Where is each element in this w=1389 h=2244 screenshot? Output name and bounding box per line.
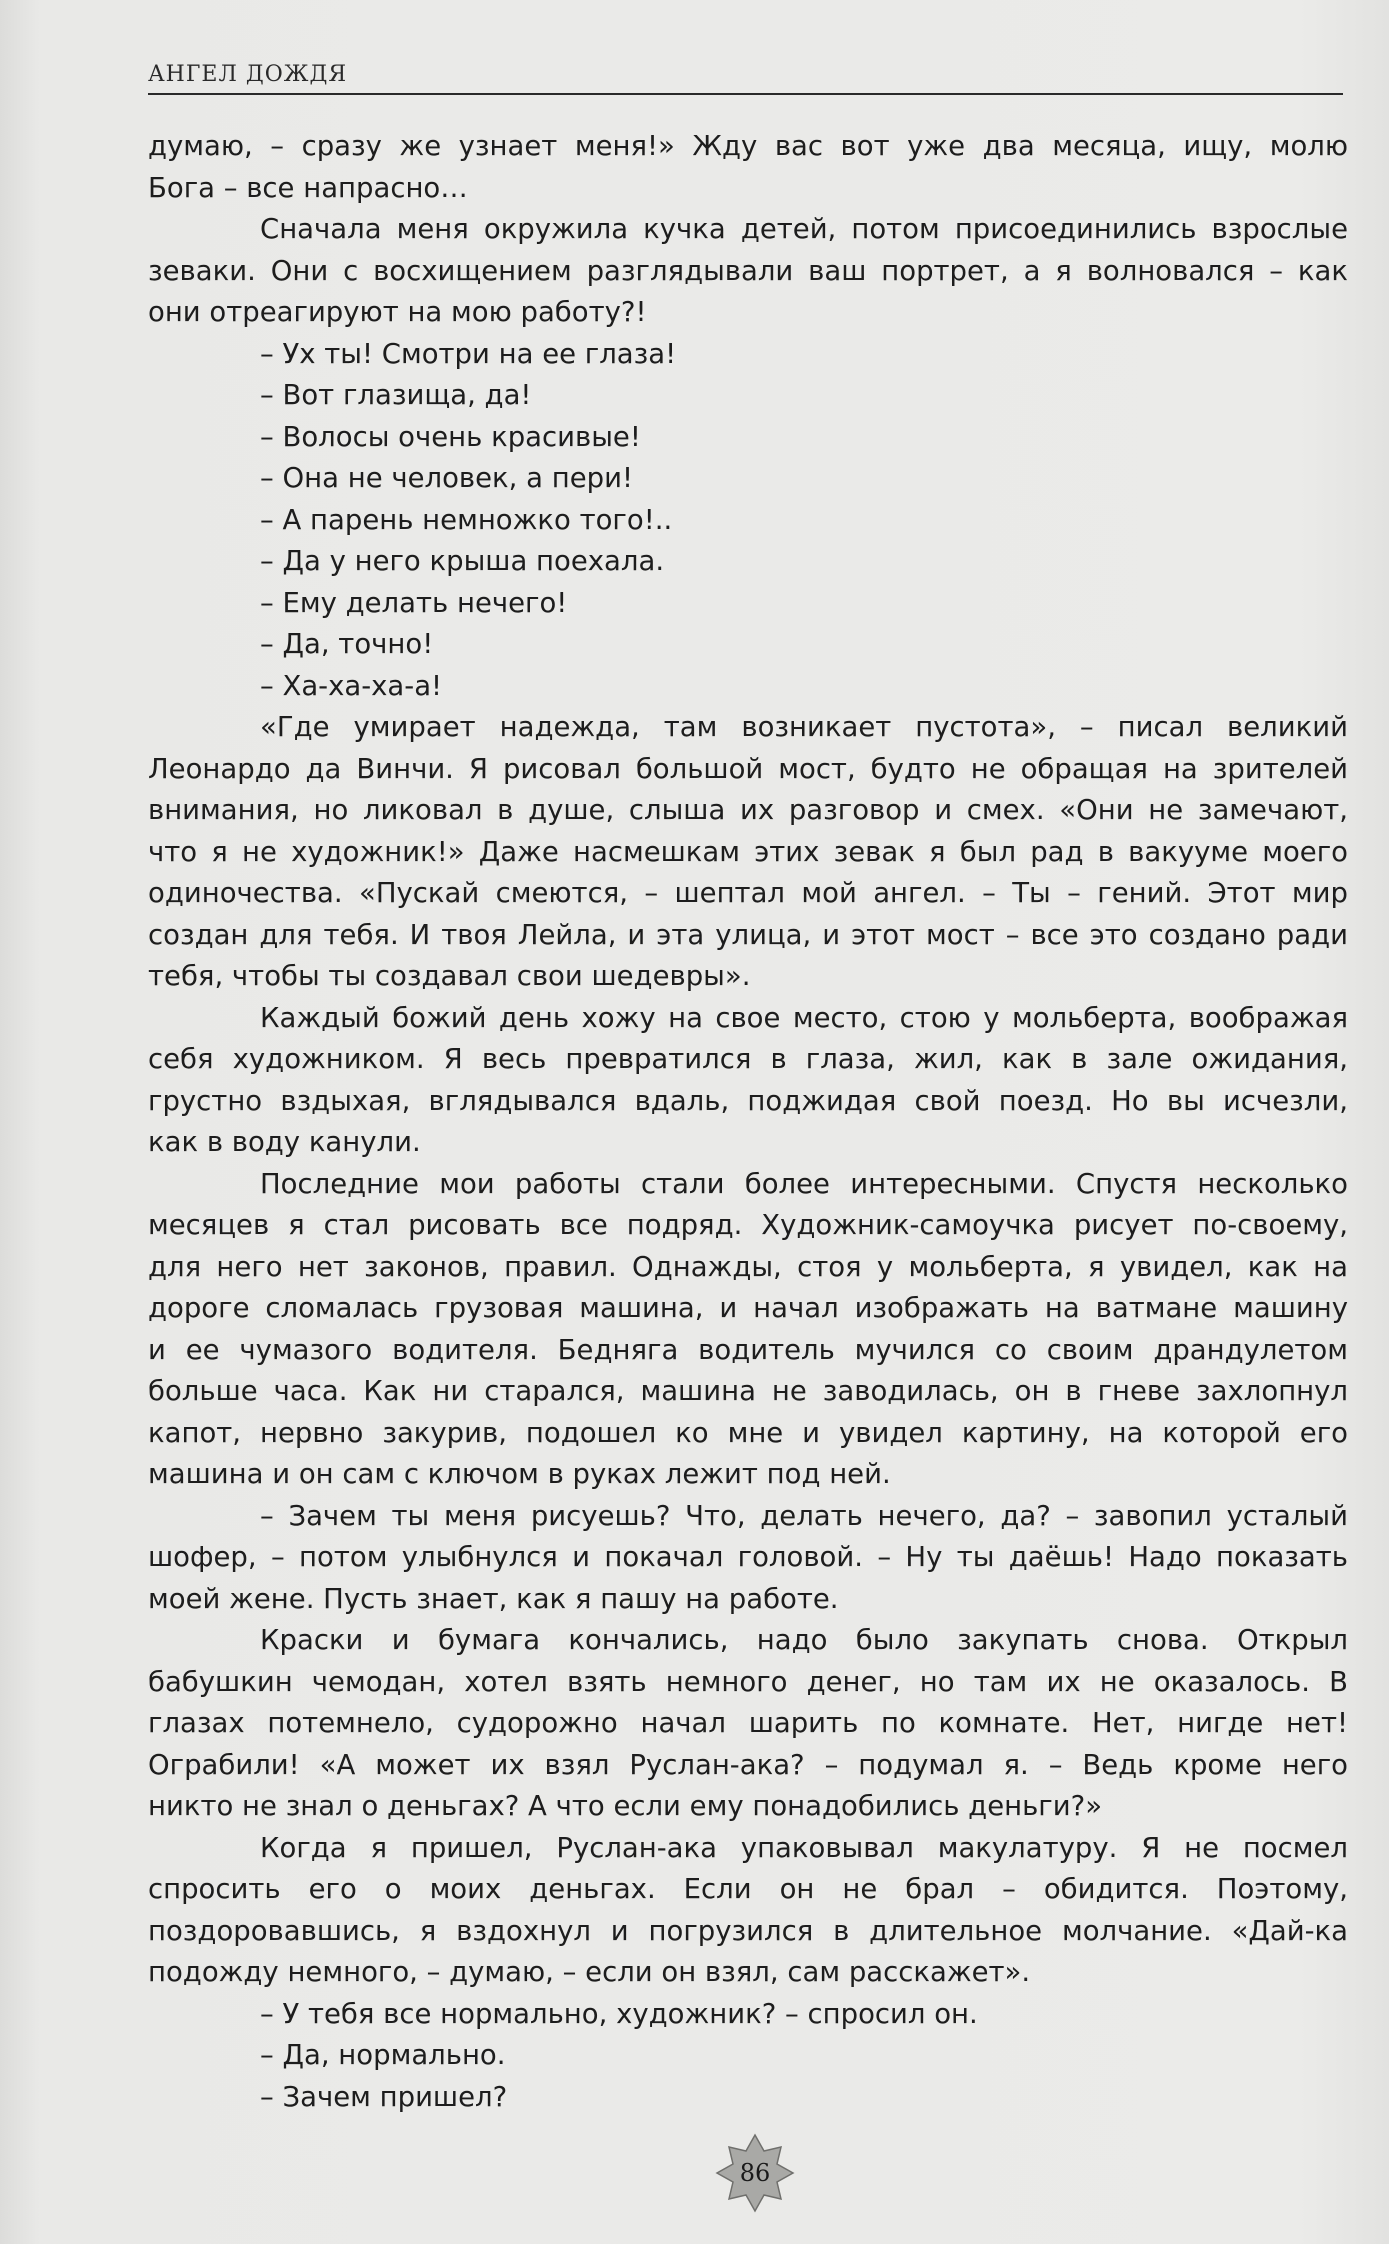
text-line: никто не знал о деньгах? А что если ему понадобились деньги?»	[148, 1790, 1103, 1822]
text-line: подожду немного, – думаю, – если он взял, сам расскажет».	[148, 1956, 1031, 1988]
text-line: зеваки. Они с восхищением разглядывали ваш портрет, а я волновался – как	[148, 254, 1348, 287]
text-line: Ограбили! «А может их взял Руслан-ака? – подумал я. – Ведь кроме него	[148, 1748, 1348, 1781]
text-line: и ее чумазого водителя. Бедняга водитель мучился со своим драндулетом	[148, 1333, 1348, 1366]
text-line: – Ух ты! Смотри на ее глаза!	[260, 337, 677, 370]
text-line: – Волосы очень красивые!	[260, 420, 641, 453]
text-line: Последние мои работы стали более интересными. Спустя несколько	[260, 1167, 1348, 1200]
text-line: они отреагируют на мою работу?!	[148, 296, 647, 328]
text-line: – Она не человек, а пери!	[260, 462, 633, 494]
text-line: создан для тебя. И твоя Лейла, и эта улица, и этот мост – все это создано ради	[148, 918, 1348, 951]
page-number: 86	[739, 2159, 771, 2187]
text-line: – А парень немножко того!..	[260, 503, 673, 536]
text-line: «Где умирает надежда, там возникает пустота», – писал великий	[260, 711, 1348, 743]
text-line: Сначала меня окружила кучка детей, потом присоединились взрослые	[260, 213, 1348, 245]
text-line: больше часа. Как ни старался, машина не заводилась, он в гневе захлопнул	[148, 1375, 1348, 1407]
text-line: – Зачем ты меня рисуешь? Что, делать нечего, да? – завопил усталый	[260, 1499, 1348, 1532]
text-line: одиночества. «Пускай смеются, – шептал мой ангел. – Ты – гений. Этот мир	[148, 877, 1348, 909]
text-line: поздоровавшись, я вздохнул и погрузился в длительное молчание. «Дай-ка	[148, 1914, 1348, 1947]
text-line: внимания, но ликовал в душе, слыша их разговор и смех. «Они не замечают,	[148, 794, 1348, 826]
text-line: машина и он сам с ключом в руках лежит под ней.	[148, 1458, 891, 1490]
text-line: бабушкин чемодан, хотел взять немного денег, но там их не оказалось. В	[148, 1665, 1348, 1698]
text-line: – Вот глазища, да!	[260, 379, 532, 411]
text-line: Каждый божий день хожу на свое место, стою у мольберта, воображая	[260, 1001, 1348, 1034]
text-line: Краски и бумага кончались, надо было закупать снова. Открыл	[260, 1624, 1348, 1656]
running-head: АНГЕЛ ДОЖДЯ	[148, 62, 348, 87]
text-line: Леонардо да Винчи. Я рисовал большой мост, будто не обращая на зрителей	[148, 752, 1348, 785]
text-line: – Да, нормально.	[260, 2039, 506, 2071]
text-line: Бога – все напрасно…	[148, 171, 468, 204]
text-line: – У тебя все нормально, художник? – спросил он.	[260, 1997, 978, 2030]
text-line: как в воду канули.	[148, 1126, 421, 1158]
text-line: – Ха-ха-ха-а!	[260, 669, 443, 702]
text-line: капот, нервно закурив, подошел ко мне и увидел картину, на которой его	[148, 1416, 1348, 1449]
text-line: тебя, чтобы ты создавал свои шедевры».	[148, 960, 751, 992]
page-number-badge	[715, 2133, 795, 2213]
text-line: что я не художник!» Даже насмешкам этих зевак я был рад в вакууме моего	[148, 835, 1348, 868]
text-line: – Ему делать нечего!	[260, 586, 568, 619]
text-line: – Да у него крыша поехала.	[260, 545, 665, 577]
text-line: грустно вздыхая, вглядывался вдаль, поджидая свой поезд. Но вы исчезли,	[148, 1084, 1348, 1117]
text-line: дороге сломалась грузовая машина, и начал изображать на ватмане машину	[148, 1292, 1348, 1324]
text-line: себя художником. Я весь превратился в глаза, жил, как в зале ожидания,	[148, 1043, 1348, 1075]
text-line: спросить его о моих деньгах. Если он не брал – обидится. Поэтому,	[148, 1873, 1348, 1905]
text-line: шофер, – потом улыбнулся и покачал головой. – Ну ты даёшь! Надо показать	[148, 1541, 1348, 1573]
text-line: – Да, точно!	[260, 628, 434, 660]
header-rule	[148, 93, 1343, 95]
text-line: – Зачем пришел?	[260, 2080, 508, 2113]
text-line: думаю, – сразу же узнает меня!» Жду вас вот уже два месяца, ищу, молю	[148, 130, 1348, 162]
text-line: месяцев я стал рисовать все подряд. Художник-самоучка рисует по-своему,	[148, 1209, 1348, 1241]
text-line: моей жене. Пусть знает, как я пашу на работе.	[148, 1582, 839, 1615]
text-line: для него нет законов, правил. Однажды, стоя у мольберта, я увидел, как на	[148, 1250, 1348, 1283]
text-line: Когда я пришел, Руслан-ака упаковывал макулатуру. Я не посмел	[260, 1831, 1348, 1864]
text-line: глазах потемнело, судорожно начал шарить по комнате. Нет, нигде нет!	[148, 1707, 1348, 1739]
body-text	[148, 126, 1348, 2118]
